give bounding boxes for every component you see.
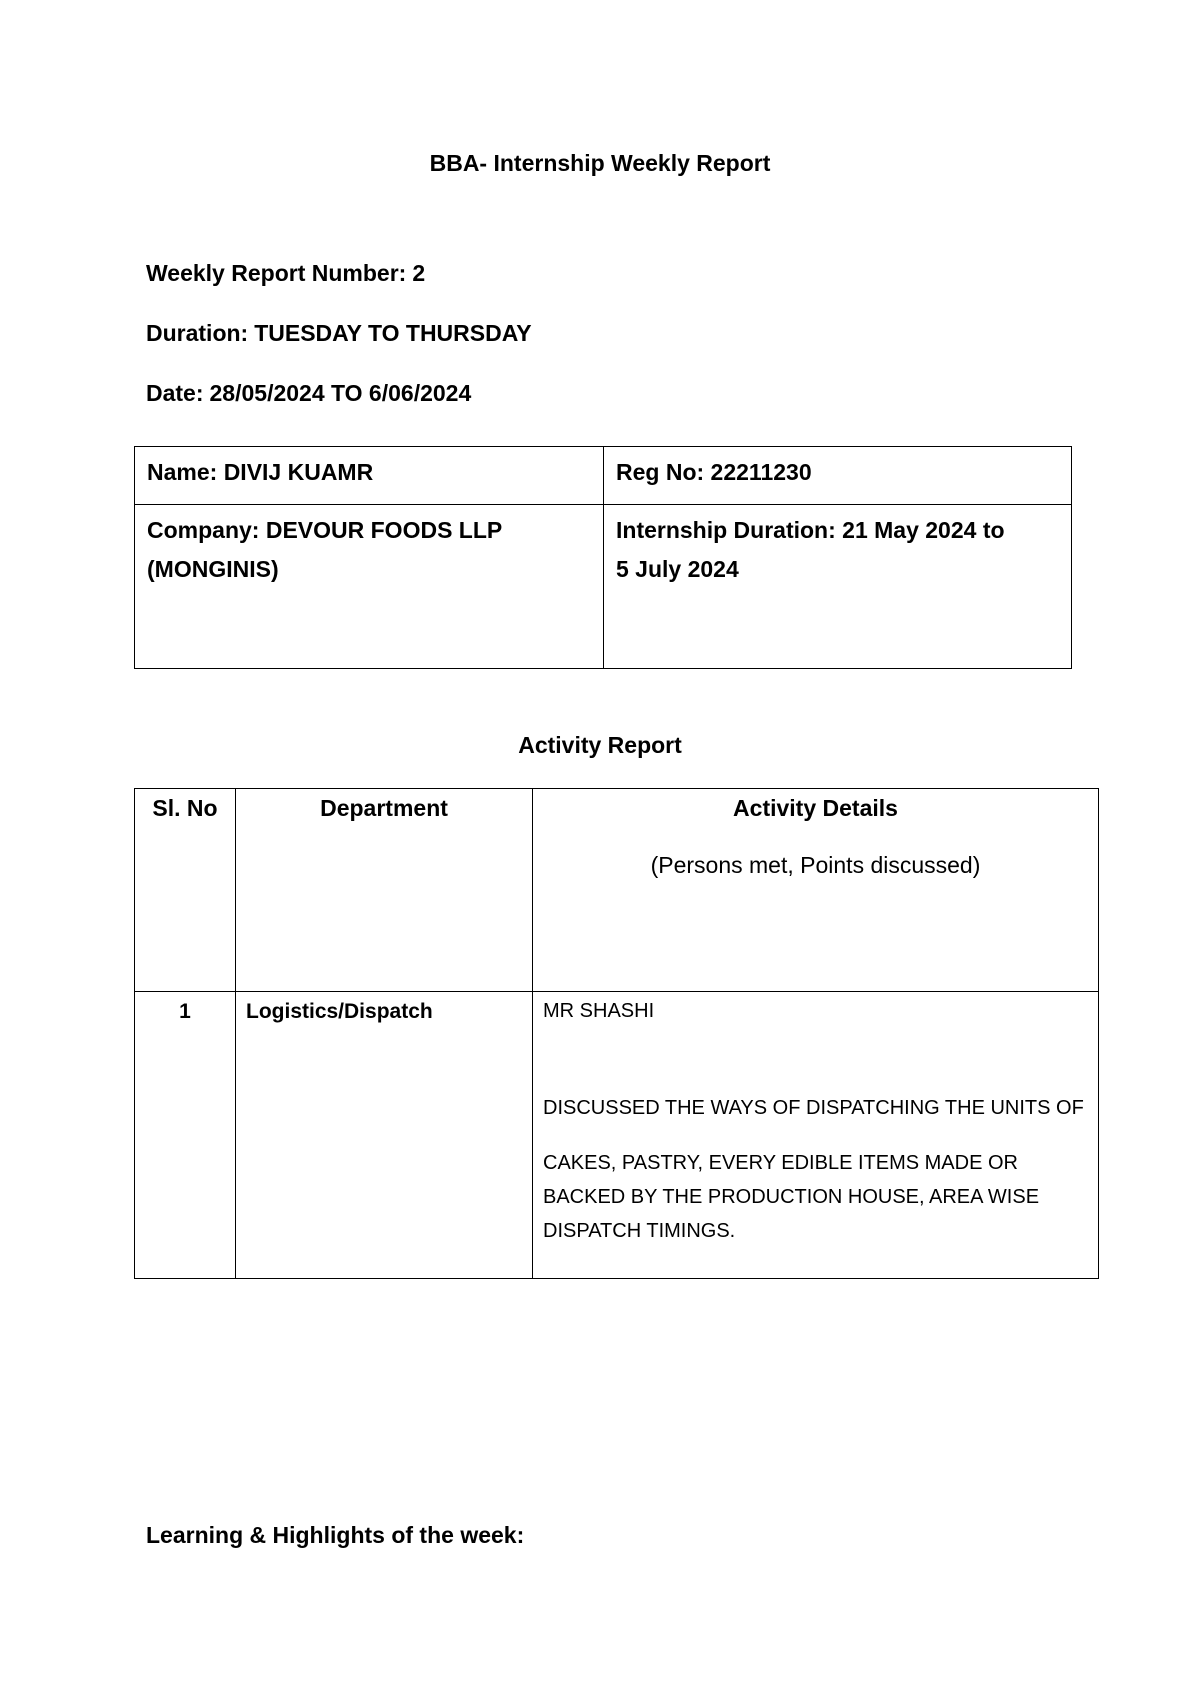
row-activity-details [533, 992, 1099, 1279]
company-cell [135, 505, 604, 669]
header-activity-details-title: Activity Details [733, 795, 898, 821]
header-activity-details-sub: (Persons met, Points discussed) [650, 852, 981, 878]
row-sl-no: 1 [135, 992, 236, 1279]
student-name: Name: DIVIJ KUAMR [135, 447, 604, 505]
duration [146, 320, 532, 347]
duration-value: TUESDAY TO THURSDAY [254, 320, 532, 346]
report-title: BBA- Internship Weekly Report [429, 150, 771, 176]
duration-label: Duration: [146, 320, 249, 346]
header-activity-details [533, 789, 1099, 992]
person-met: MR SHASHI [543, 1000, 655, 1022]
date-value: 28/05/2024 TO 6/06/2024 [209, 380, 472, 406]
internship-duration-line-1: Internship Duration: 21 May 2024 to [616, 517, 1005, 543]
weekly-report-number-label: Weekly Report Number: [146, 260, 407, 286]
weekly-report-number [146, 260, 425, 287]
details-rest: CAKES, PASTRY, EVERY EDIBLE ITEMS MADE OR BACKED BY THE PRODUCTION HOUSE, AREA WISE DISPATCH TIMINGS. [543, 1152, 1040, 1242]
registration-number: Reg No: 22211230 [604, 447, 1072, 505]
company-line-1: Company: DEVOUR FOODS LLP [147, 517, 503, 543]
activity-header-row [135, 789, 1099, 992]
activity-table [134, 788, 1099, 1279]
internship-duration-cell [604, 505, 1072, 669]
company-line-2: (MONGINIS) [147, 556, 279, 582]
header-department: Department [236, 789, 533, 992]
activity-report-title: Activity Report [518, 732, 682, 758]
learning-highlights-title: Learning & Highlights of the week: [146, 1522, 525, 1548]
info-row-2 [135, 505, 1072, 669]
header-sl-no: Sl. No [135, 789, 236, 992]
internship-duration-line-2: 5 July 2024 [616, 556, 739, 582]
row-department: Logistics/Dispatch [236, 992, 533, 1279]
table-row [135, 992, 1099, 1279]
info-row-1 [135, 447, 1072, 505]
date-label: Date: [146, 380, 204, 406]
weekly-report-number-value: 2 [412, 260, 426, 286]
report-date [146, 380, 471, 407]
details-line-1: DISCUSSED THE WAYS OF DISPATCHING THE UNITS OF [543, 1097, 1084, 1119]
student-info-table [134, 446, 1072, 669]
